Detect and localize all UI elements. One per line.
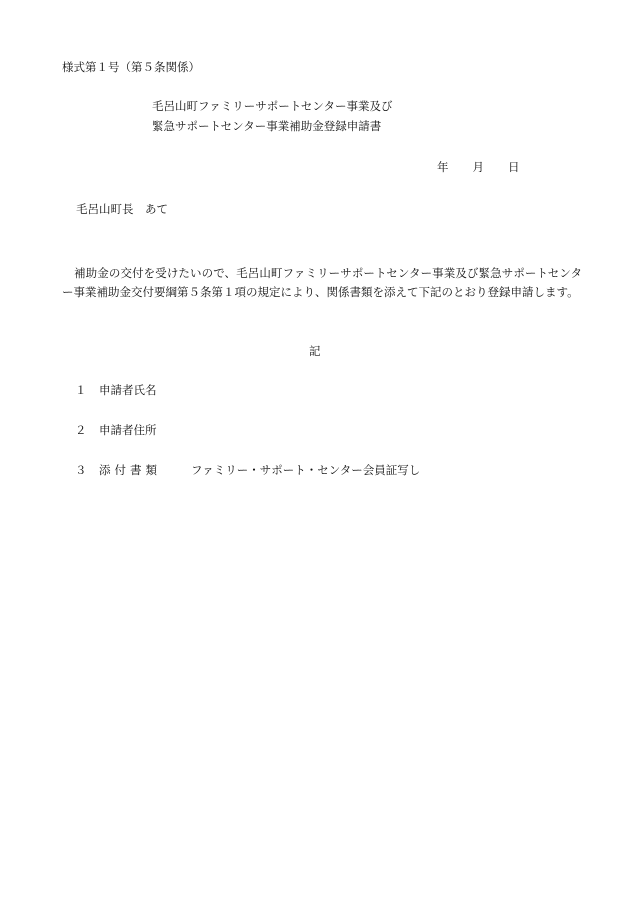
ki-heading: 記 (309, 344, 321, 358)
item-2-label: 申請者住所 (99, 423, 157, 437)
item-2-number: ２ (75, 423, 87, 437)
item-1 (75, 385, 157, 397)
item-1-label: 申請者氏名 (99, 383, 157, 397)
body-text: 補助金の交付を受けたいので、毛呂山町ファミリーサポートセンター事業及び緊急サポートセンター事業補助金交付要綱第５条第１項の規定により、関係書類を添えて下記のとおり登録申請します。 (62, 266, 582, 299)
date-year: 年 (437, 160, 449, 174)
item-2 (75, 425, 157, 437)
item-3-number: ３ (75, 463, 87, 477)
date-day: 日 (508, 160, 520, 174)
addressee: 毛呂山町長 あて (76, 202, 168, 216)
item-3 (75, 465, 420, 477)
item-3-value: ファミリー・サポート・センター会員証写し (191, 463, 421, 477)
document-title-line-1: 毛呂山町ファミリーサポートセンター事業及び (152, 99, 393, 113)
date-month: 月 (472, 160, 484, 174)
body-paragraph (62, 264, 582, 302)
item-1-number: １ (75, 383, 87, 397)
item-3-label: 添付書類 (99, 463, 161, 477)
document-title-line-2: 緊急サポートセンター事業補助金登録申請書 (152, 119, 382, 133)
form-label: 様式第１号（第５条関係） (62, 60, 200, 74)
date-line (437, 162, 520, 174)
